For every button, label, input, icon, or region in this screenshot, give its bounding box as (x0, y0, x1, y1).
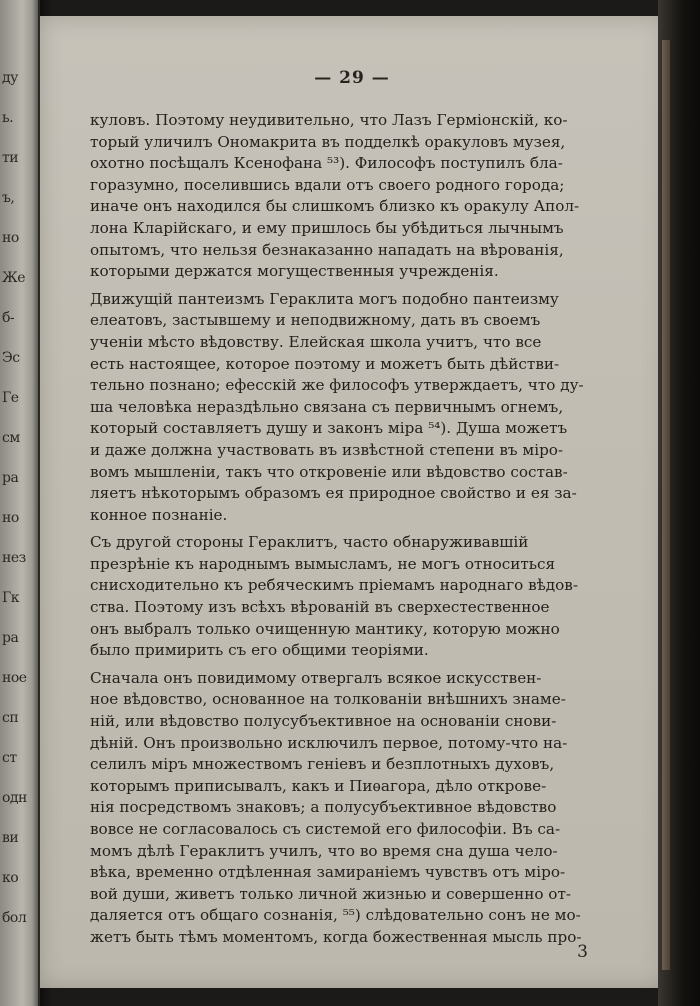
previous-page-text-fragment: Ге (2, 390, 19, 406)
text-line: Движущій пантеизмъ Гераклита могъ подобно пантеизму (90, 289, 559, 308)
previous-page-text-fragment: но (2, 510, 19, 526)
text-line: есть настоящее, которое поэтому и можетъ быть дѣйстви- (90, 354, 560, 373)
previous-page-text-fragment: б- (2, 310, 15, 326)
previous-page-text-fragment: ное (2, 670, 27, 686)
paragraph (90, 110, 610, 283)
previous-page-text-fragment: ко (2, 870, 19, 886)
text-line: опытомъ, что нельзя безнаказанно нападать на вѣрованія, (90, 240, 564, 259)
text-line: момъ дѣлѣ Гераклитъ училъ, что во время сна душа чело- (90, 841, 558, 860)
text-line: ша человѣка нераздѣльно связана съ первичнымъ огнемъ, (90, 397, 564, 416)
book-page (40, 16, 664, 988)
text-line: ляетъ нѣкоторымъ образомъ ея природное свойство и ея за- (90, 484, 577, 503)
text-line: даляется отъ общаго сознанія, ⁵⁵) слѣдовательно сонъ не мо- (90, 906, 581, 925)
text-line: Съ другой стороны Гераклитъ, часто обнаруживавшій (90, 533, 529, 552)
text-line: онъ выбралъ только очищенную мантику, которую можно (90, 619, 560, 638)
previous-page-text-fragment: но (2, 230, 19, 246)
book-cover-edge (658, 0, 700, 1006)
text-line: вомъ мышленіи, такъ что откровеніе или вѣдовство состав- (90, 462, 568, 481)
text-line: горазумно, поселившись вдали отъ своего родного города; (90, 175, 565, 194)
previous-page-text-fragment: ви (2, 830, 19, 846)
page-stack-edge (662, 40, 670, 970)
text-line: куловъ. Поэтому неудивительно, что Лазъ Герміонскій, ко- (90, 111, 568, 129)
text-line: конное познаніе. (90, 505, 228, 524)
previous-page-text-fragment: ти (2, 150, 19, 166)
text-line: торый уличилъ Ономакрита въ подделкѣ оракуловъ музея, (90, 132, 566, 151)
previous-page-text-fragment: ра (2, 470, 19, 486)
text-line: вовсе не согласовалось съ системой его философіи. Въ са- (90, 820, 561, 838)
text-line: Сначала онъ повидимому отвергалъ всякое искусствен- (90, 668, 542, 687)
text-line: елеатовъ, застывшему и неподвижному, дать въ своемъ (90, 311, 541, 330)
previous-page-text-fragment: Гк (2, 590, 20, 606)
previous-page-text-fragment: сп (2, 710, 19, 726)
text-line: иначе онъ находился бы слишкомъ близко къ оракулу Апол- (90, 197, 580, 216)
previous-page-edge (0, 0, 40, 1006)
text-line: который составляетъ душу и законъ міра ⁵⁴). Душа можетъ (90, 419, 568, 438)
text-line: лона Кларійскаго, и ему пришлось бы убѣдиться лычнымъ (90, 218, 564, 237)
signature-mark: 3 (577, 942, 588, 962)
previous-page-text-fragment: см (2, 430, 20, 446)
text-line: ное вѣдовство, основанное на толкованіи внѣшнихъ знаме- (90, 690, 566, 709)
text-line: вой души, живетъ только личной жизнью и совершенно от- (90, 884, 571, 903)
text-line: тельно познано; ефесскій же философъ утверждаетъ, что ду- (90, 376, 584, 395)
paragraph (90, 289, 610, 527)
text-line: ства. Поэтому изъ всѣхъ вѣрованій въ сверхестественное (90, 598, 550, 617)
previous-page-text-fragment: ду (2, 70, 18, 86)
text-line: снисходительно къ ребяческимъ пріемамъ народнаго вѣдов- (90, 576, 578, 595)
previous-page-text-fragment: нез (2, 550, 26, 566)
page-number: — 29 — (314, 68, 390, 88)
previous-page-text-fragment: одн (2, 790, 27, 806)
previous-page-text-fragment: Эс (2, 350, 20, 366)
previous-page-text-fragment: ст (2, 750, 17, 766)
text-line: жетъ быть тѣмъ моментомъ, когда божественная мысль про- (90, 927, 582, 946)
text-line: дѣній. Онъ произвольно исключилъ первое, потому-что на- (90, 733, 568, 752)
previous-page-text-fragment: ра (2, 630, 19, 646)
text-line: селилъ міръ множествомъ геніевъ и безплотныхъ духовъ, (90, 755, 555, 774)
text-line: которыми держатся могущественныя учрежденія. (90, 262, 499, 281)
text-line: и даже должна участвовать въ извѣстной степени въ міро- (90, 440, 564, 459)
text-line: было примирить съ его общими теоріями. (90, 641, 429, 660)
previous-page-text-fragment: Же (2, 270, 26, 286)
text-line: ній, или вѣдовство полусубъективное на основаніи снови- (90, 712, 557, 731)
text-line: нія посредствомъ знаковъ; а полусубъективное вѣдовство (90, 798, 557, 817)
paragraph (90, 668, 610, 949)
text-line: которымъ приписывалъ, какъ и Пиѳагора, дѣло откровe- (90, 776, 547, 795)
text-line: презрѣніе къ народнымъ вымысламъ, не могъ относиться (90, 554, 556, 573)
text-line: ученіи мѣсто вѣдовству. Елейская школа учитъ, что все (90, 332, 542, 351)
previous-page-text-fragment: бол (2, 910, 27, 926)
text-line: вѣка, временно отдѣленная замираніемъ чувствъ отъ міро- (90, 863, 566, 882)
page-body-text (90, 110, 610, 949)
text-line: охотно посѣщалъ Ксенофана ⁵³). Философъ поступилъ бла- (90, 154, 563, 173)
previous-page-text-fragment: ь. (2, 110, 14, 126)
paragraph (90, 532, 610, 662)
previous-page-text-fragment: ъ, (2, 190, 15, 206)
